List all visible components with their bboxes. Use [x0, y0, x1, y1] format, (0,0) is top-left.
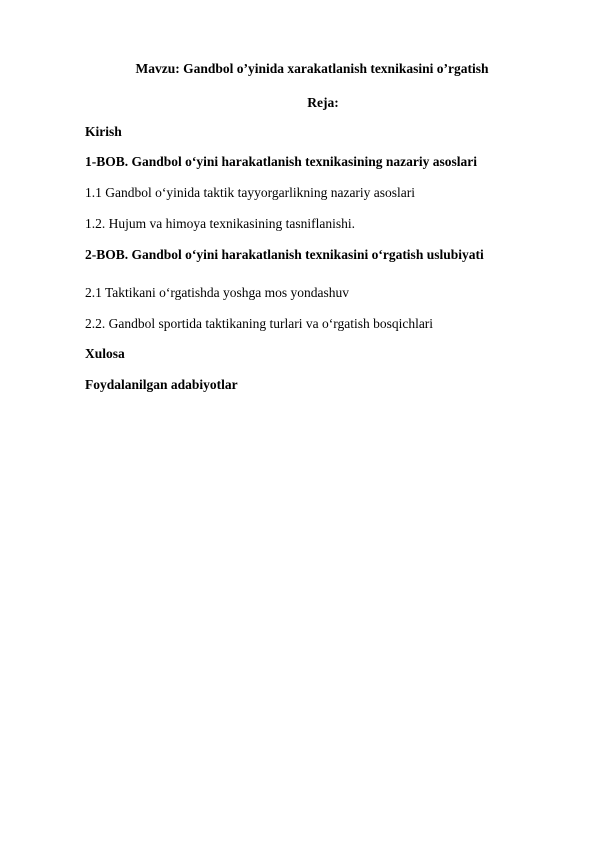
toc-item-references: Foydalanilgan adabiyotlar — [85, 377, 238, 392]
toc-item-intro: Kirish — [85, 124, 122, 139]
toc-item-conclusion: Xulosa — [85, 346, 125, 361]
toc-item-chapter-1: 1-BOB. Gandbol oʻyini harakatlanish texnikasining nazariy asoslari — [85, 154, 477, 169]
document-title: Mavzu: Gandbol o’yinida xarakatlanish texnikasini o’rgatish — [135, 61, 489, 76]
plan-heading: Reja: — [307, 95, 339, 110]
toc-item-1-2: 1.2. Hujum va himoya texnikasining tasniflanishi. — [85, 216, 355, 231]
toc-item-2-2: 2.2. Gandbol sportida taktikaning turlari va oʻrgatish bosqichlari — [85, 316, 434, 331]
toc-item-chapter-2: 2-BOB. Gandbol oʻyini harakatlanish texnikasini oʻrgatish uslubiyati — [85, 247, 484, 262]
toc-item-2-1: 2.1 Taktikani oʻrgatishda yoshga mos yondashuv — [85, 285, 350, 300]
toc-item-1-1: 1.1 Gandbol oʻyinida taktik tayyorgarlikning nazariy asoslari — [85, 185, 416, 200]
